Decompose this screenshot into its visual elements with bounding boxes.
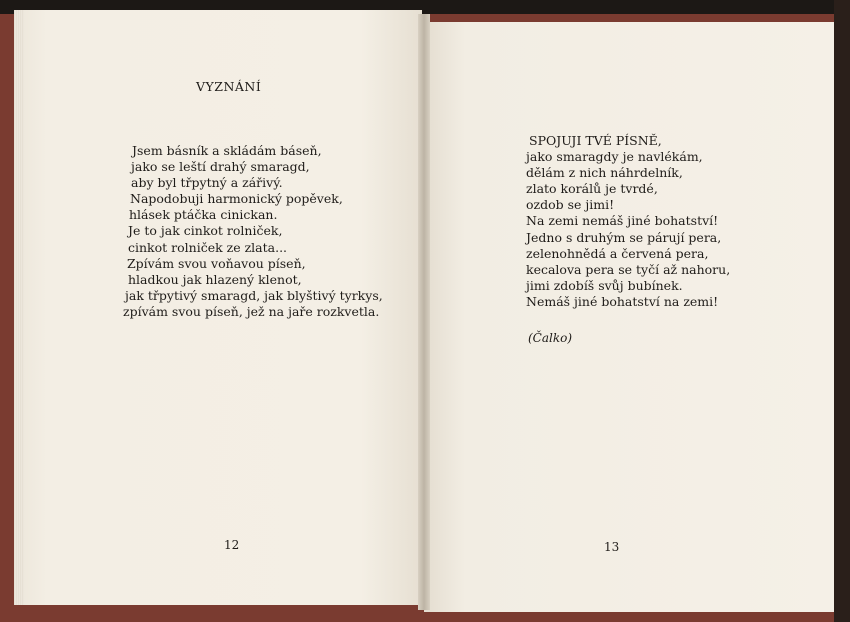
poem-line: cinkot rolniček ze zlata...	[128, 239, 288, 255]
background-right	[834, 0, 850, 622]
poem-line: jimi zdobíš svůj bubínek.	[526, 277, 683, 293]
poem-line: hladkou jak hlazený klenot,	[128, 271, 302, 287]
poem-line: jak třpytivý smaragd, jak blyštivý tyrkys,	[125, 287, 383, 303]
poem-line: ozdob se jimi!	[526, 197, 615, 213]
poem-line: Na zemi nemáš jiné bohatství!	[526, 213, 719, 229]
left-poem	[122, 143, 397, 320]
poem-line: jako se leští drahý smaragd,	[131, 159, 310, 175]
poem-line: Jsem básník a skládám báseň,	[132, 143, 322, 158]
poem-title: VYZNÁNÍ	[196, 79, 262, 94]
poem-line: zlato korálů je tvrdé,	[526, 181, 658, 197]
page-number-left: 12	[224, 538, 240, 552]
poem-line: jako smaragdy je navlékám,	[526, 149, 703, 165]
poem-line: zelenohnědá a červená pera,	[526, 245, 709, 261]
poem-line: Nemáš jiné bohatství na zemi!	[526, 293, 719, 309]
page-number-right: 13	[604, 540, 620, 554]
poem-attribution: (Čalko)	[528, 331, 573, 345]
poem-line: aby byl třpytný a zářivý.	[131, 175, 283, 191]
poem-line: hlásek ptáčka cinickan.	[129, 207, 278, 223]
poem-line: Zpívám svou voňavou píseň,	[127, 255, 306, 271]
book-gutter	[418, 14, 430, 610]
poem-line: Jedno s druhým se párují pera,	[526, 229, 722, 245]
poem-line: kecalova pera se tyčí až nahoru,	[526, 261, 731, 277]
poem-line: Je to jak cinkot rolniček,	[128, 223, 283, 239]
poem-line: Napodobuji harmonický popěvek,	[130, 191, 343, 207]
poem-line: dělám z nich náhrdelník,	[526, 165, 683, 181]
right-poem	[526, 133, 756, 310]
page-edges	[14, 10, 24, 605]
poem-line: SPOJUJI TVÉ PÍSNĚ,	[529, 133, 662, 148]
poem-line: zpívám svou píseň, jež na jaře rozkvetla.	[123, 303, 380, 319]
right-page	[424, 22, 834, 612]
